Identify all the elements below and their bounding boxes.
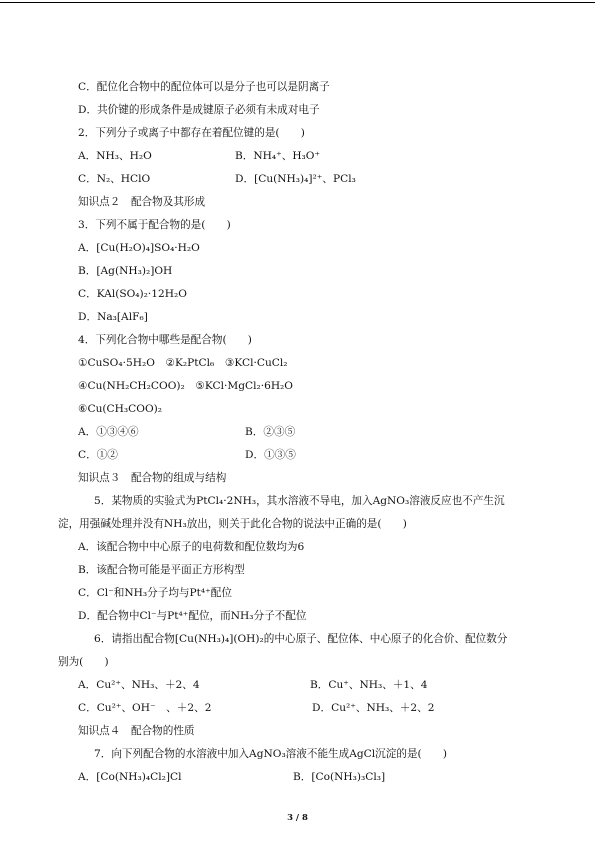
q5-stem-line2: 淀，用强碱处理并没有NH₃放出，则关于此化合物的说法中正确的是( )	[58, 518, 407, 530]
q1-option-d: D．共价键的形成条件是成键原子必须有未成对电子	[78, 104, 320, 116]
page-number: 3 / 8	[287, 813, 308, 823]
q4-items-1: ①CuSO₄·5H₂O ②K₂PtCl₆ ③KCl·CuCl₂	[78, 357, 288, 369]
q4-option-a: A．①③④⑥	[78, 426, 139, 438]
q6-option-a: A．Cu²⁺、NH₃、＋2、4	[78, 679, 200, 691]
q4-items-3: ⑥Cu(CH₃COO)₂	[78, 403, 163, 415]
q2-option-d: D．[Cu(NH₃)₄]²⁺、PCl₃	[235, 173, 356, 185]
q4-items-2: ④Cu(NH₂CH₂COO)₂ ⑤KCl·MgCl₂·6H₂O	[78, 380, 293, 392]
q6-stem-line1: 6．请指出配合物[Cu(NH₃)₄](OH)₂的中心原子、配位体、中心原子的化合价、配位数分	[94, 633, 508, 645]
q3-option-a: A．[Cu(H₂O)₄]SO₄·H₂O	[78, 242, 200, 254]
q6-option-c: C．Cu²⁺、OH⁻ 、＋2、2	[78, 702, 212, 714]
q3-option-d: D．Na₃[AlF₆]	[78, 311, 148, 323]
q6-stem-line2: 别为( )	[58, 656, 109, 668]
header-rule	[0, 2, 595, 3]
q7-stem: 7．向下列配合物的水溶液中加入AgNO₃溶液不能生成AgCl沉淀的是( )	[94, 748, 448, 760]
q5-option-d: D．配合物中Cl⁻与Pt⁴⁺配位，而NH₃分子不配位	[78, 610, 307, 622]
q4-option-c: C．①②	[78, 449, 118, 461]
q2-option-b: B．NH₄⁺、H₃O⁺	[235, 150, 321, 162]
q7-option-a: A．[Co(NH₃)₄Cl₂]Cl	[78, 771, 182, 783]
q3-stem: 3．下列不属于配合物的是( )	[78, 219, 231, 231]
q3-option-b: B．[Ag(NH₃)₂]OH	[78, 265, 173, 277]
q4-stem: 4．下列化合物中哪些是配合物( )	[78, 334, 252, 346]
q2-stem: 2．下列分子或离子中都存在着配位键的是( )	[78, 127, 305, 139]
q5-stem-line1: 5．某物质的实验式为PtCl₄·2NH₃，其水溶液不导电，加入AgNO₃溶液反应也不产生沉	[94, 495, 505, 507]
q5-option-a: A．该配合物中中心原子的电荷数和配位数均为6	[78, 541, 305, 553]
q7-option-b: B．[Co(NH₃)₃Cl₃]	[293, 771, 386, 783]
q4-option-b: B．②③⑤	[245, 426, 296, 438]
q6-option-d: D．Cu²⁺、NH₃、＋2、2	[312, 702, 435, 714]
q6-option-b: B．Cu⁺、NH₃、＋1、4	[310, 679, 428, 691]
q3-option-c: C．KAl(SO₄)₂·12H₂O	[78, 288, 187, 300]
q5-option-b: B．该配合物可能是平面正方形构型	[78, 564, 245, 576]
section-heading-3: 知识点３ 配合物的组成与结构	[78, 472, 227, 484]
q2-option-c: C．N₂、HClO	[78, 173, 151, 185]
q4-option-d: D．①③⑤	[245, 449, 296, 461]
q2-option-a: A．NH₃、H₂O	[78, 150, 152, 162]
q1-option-c: C．配位化合物中的配位体可以是分子也可以是阴离子	[78, 81, 330, 93]
section-heading-2: 知识点２ 配合物及其形成	[78, 196, 206, 208]
section-heading-4: 知识点４ 配合物的性质	[78, 725, 195, 737]
q5-option-c: C．Cl⁻和NH₃分子均与Pt⁴⁺配位	[78, 587, 232, 599]
